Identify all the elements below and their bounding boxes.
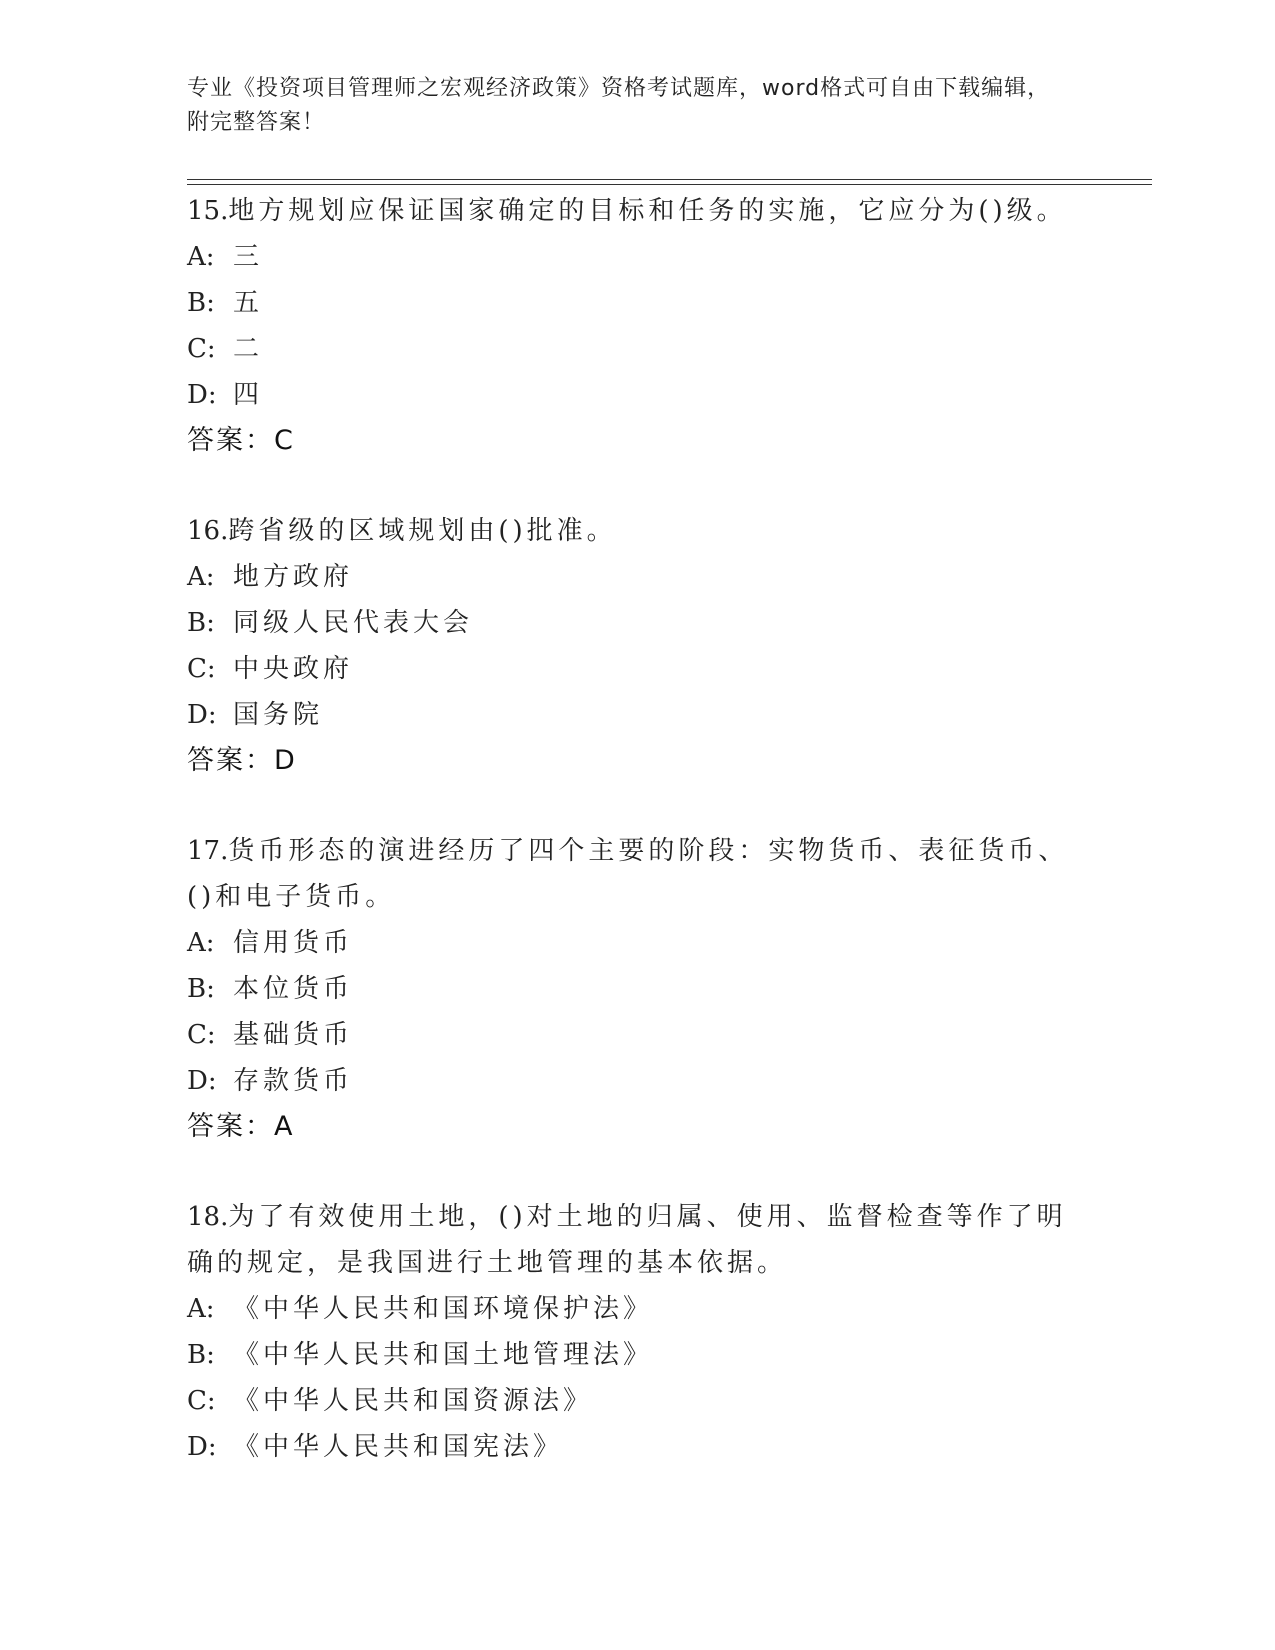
option-text: 基础货币 — [233, 1020, 354, 1050]
question-text: 为了有效使用土地，()对土地的归属、使用、监督检查等作了明确的规定，是我国进行土地管理的基本依据。 — [187, 1202, 1067, 1278]
question-number: 15. — [187, 196, 229, 226]
option-text: 中央政府 — [233, 654, 354, 684]
question-spacer — [187, 784, 1087, 828]
option-d — [187, 372, 1087, 418]
option-key: B: — [187, 974, 215, 1004]
option-c — [187, 1378, 1087, 1424]
option-c — [187, 326, 1087, 372]
question-text: 跨省级的区域规划由()批准。 — [228, 516, 617, 546]
answer-line: 答案：D — [187, 745, 297, 776]
option-d — [187, 1058, 1087, 1104]
option-key: C: — [187, 654, 216, 684]
option-a — [187, 1286, 1087, 1332]
option-key: B: — [187, 288, 215, 318]
option-text: 存款货币 — [233, 1066, 354, 1096]
option-a — [187, 234, 1087, 280]
question-text: 地方规划应保证国家确定的目标和任务的实施，它应分为()级。 — [228, 196, 1067, 226]
option-text: 二 — [233, 334, 264, 364]
question-17 — [187, 828, 1087, 1150]
option-key: A: — [187, 1294, 215, 1324]
question-16 — [187, 508, 1087, 784]
question-15 — [187, 188, 1087, 464]
answer-line: 答案：A — [187, 1111, 295, 1142]
header-divider-top — [187, 179, 1152, 180]
option-key: D: — [187, 1432, 217, 1462]
answer-line: 答案：C — [187, 425, 295, 456]
question-spacer — [187, 464, 1087, 508]
option-b — [187, 1332, 1087, 1378]
option-text: 三 — [233, 242, 264, 272]
option-key: D: — [187, 700, 217, 730]
option-d — [187, 1424, 1087, 1470]
question-stem — [187, 508, 1087, 554]
question-18 — [187, 1194, 1087, 1470]
option-b — [187, 280, 1087, 326]
option-c — [187, 1012, 1087, 1058]
option-text: 同级人民代表大会 — [233, 608, 474, 638]
option-text: 地方政府 — [233, 562, 354, 592]
option-b — [187, 600, 1087, 646]
question-number: 18. — [187, 1202, 229, 1232]
option-text: 五 — [233, 288, 264, 318]
option-key: A: — [187, 928, 215, 958]
question-list — [187, 188, 1087, 1470]
option-d — [187, 692, 1087, 738]
option-key: D: — [187, 380, 217, 410]
header-divider-bottom — [187, 184, 1152, 185]
question-stem — [187, 188, 1087, 234]
option-key: A: — [187, 562, 215, 592]
option-text: 《中华人民共和国资源法》 — [233, 1386, 594, 1416]
option-text: 《中华人民共和国宪法》 — [233, 1432, 564, 1462]
question-number: 16. — [187, 516, 229, 546]
question-text: 货币形态的演进经历了四个主要的阶段：实物货币、表征货币、()和电子货币。 — [187, 836, 1069, 912]
question-number: 17. — [187, 836, 229, 866]
option-b — [187, 966, 1087, 1012]
option-a — [187, 554, 1087, 600]
option-key: B: — [187, 1340, 215, 1370]
option-text: 本位货币 — [233, 974, 354, 1004]
option-a — [187, 920, 1087, 966]
option-key: A: — [187, 242, 215, 272]
question-stem — [187, 1194, 1087, 1286]
question-stem — [187, 828, 1087, 920]
option-key: C: — [187, 1020, 216, 1050]
option-text: 国务院 — [233, 700, 324, 730]
option-text: 《中华人民共和国环境保护法》 — [233, 1294, 654, 1324]
option-key: C: — [187, 334, 216, 364]
option-text: 信用货币 — [233, 928, 354, 958]
option-c — [187, 646, 1087, 692]
option-key: C: — [187, 1386, 216, 1416]
option-text: 四 — [233, 380, 264, 410]
option-key: B: — [187, 608, 215, 638]
option-key: D: — [187, 1066, 217, 1096]
option-text: 《中华人民共和国土地管理法》 — [233, 1340, 654, 1370]
document-header: 专业《投资项目管理师之宏观经济政策》资格考试题库，word格式可自由下载编辑，附完整答案！ — [187, 76, 1051, 135]
question-spacer — [187, 1150, 1087, 1194]
